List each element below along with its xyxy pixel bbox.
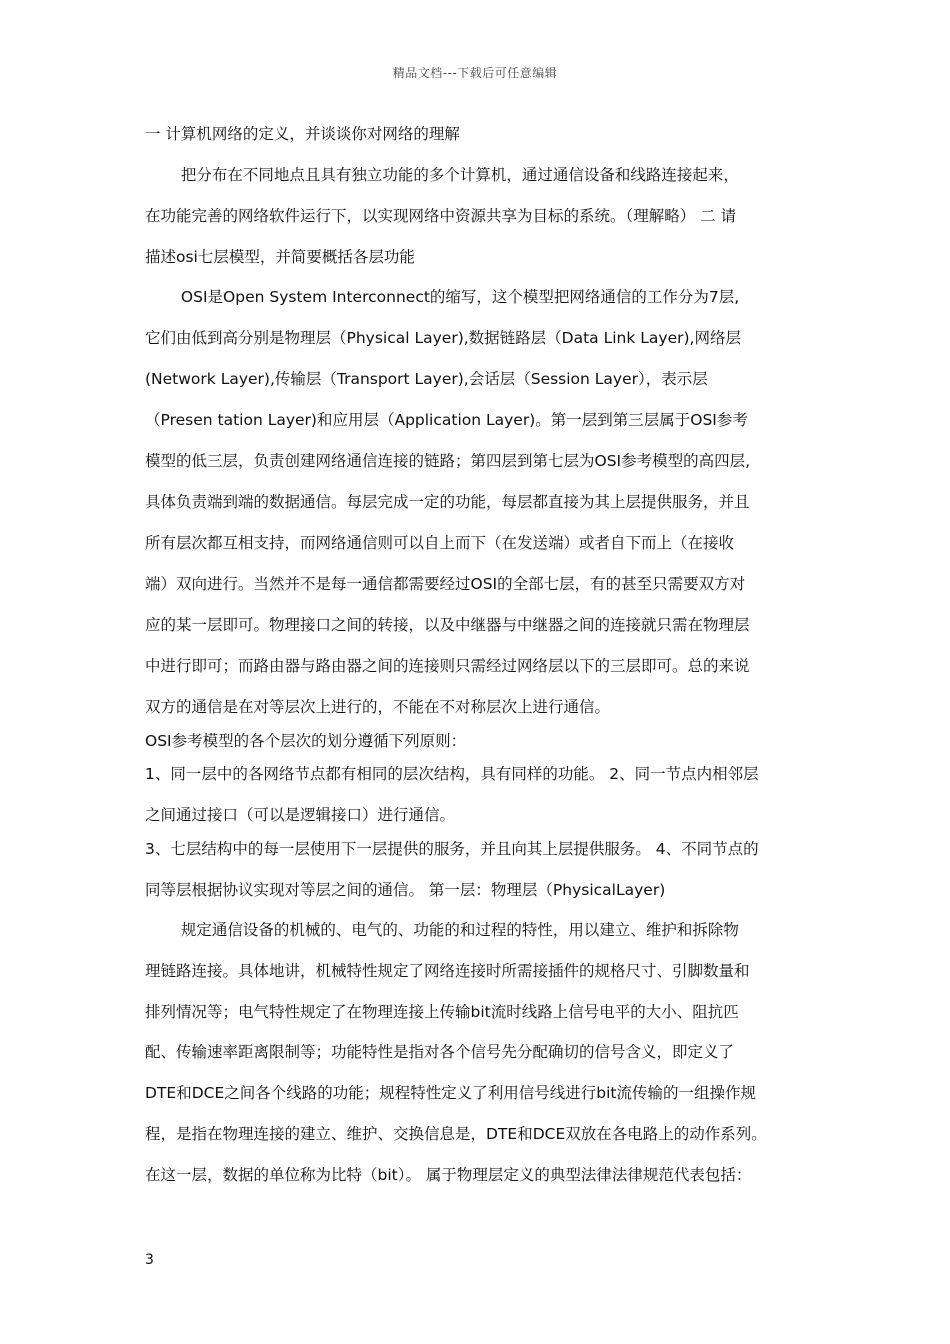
text-line: 应的某一层即可。物理接口之间的转接，以及中继器与中继器之间的连接就只需在物理层	[145, 616, 750, 634]
text-line: 程，是指在物理连接的建立、维护、交换信息是，DTE和DCE双放在各电路上的动作系列。	[145, 1125, 767, 1143]
text-line: 1、同一层中的各网络节点都有相同的层次结构，具有同样的功能。 2、同一节点内相邻层	[145, 765, 759, 783]
text-line: 双方的通信是在对等层次上进行的，不能在不对称层次上进行通信。	[145, 698, 611, 716]
text-line: 它们由低到高分别是物理层（Physical Layer),数据链路层（Data Link Layer),网络层	[145, 329, 741, 347]
text-line: 所有层次都互相支持，而网络通信则可以自上而下（在发送端）或者自下而上（在接收	[145, 534, 735, 552]
text-line: 在功能完善的网络软件运行下，以实现网络中资源共享为目标的系统。（理解略） 二 请	[145, 207, 737, 225]
text-line: 排列情况等；电气特性规定了在物理连接上传输bit流时线路上信号电平的大小、阻抗匹	[145, 1003, 739, 1021]
text-line: （Presen tation Layer)和应用层（Application Layer)。第一层到第三层属于OSI参考	[145, 411, 748, 429]
text-line: OSI是Open System Interconnect的缩写，这个模型把网络通信的工作分为7层,	[145, 288, 740, 306]
text-line: 中进行即可；而路由器与路由器之间的连接则只需经过网络层以下的三层即可。总的来说	[145, 657, 750, 675]
text-line: 描述osi七层模型，并简要概括各层功能	[145, 248, 415, 266]
text-line: (Network Layer),传输层（Transport Layer),会话层（Session Layer），表示层	[145, 370, 708, 388]
text-line: 之间通过接口（可以是逻辑接口）进行通信。	[145, 806, 456, 824]
text-line: DTE和DCE之间各个线路的功能；规程特性定义了利用信号线进行bit流传输的一组操作规	[145, 1084, 756, 1102]
page-number: 3	[145, 1252, 154, 1268]
text-line: 规定通信设备的机械的、电气的、功能的和过程的特性，用以建立、维护和拆除物	[145, 921, 739, 939]
text-line: OSI参考模型的各个层次的划分遵循下列原则：	[145, 732, 467, 750]
text-line: 在这一层，数据的单位称为比特（bit）。 属于物理层定义的典型法律法律规范代表包括：	[145, 1166, 752, 1184]
text-line: 理链路连接。具体地讲，机械特性规定了网络连接时所需接插件的规格尺寸、引脚数量和	[145, 962, 750, 980]
page-header: 精品文档---下载后可任意编辑	[392, 66, 558, 80]
text-line: 3、七层结构中的每一层使用下一层提供的服务，并且向其上层提供服务。 4、不同节点的	[145, 840, 759, 858]
text-line: 配、传输速率距离限制等；功能特性是指对各个信号先分配确切的信号含义，即定义了	[145, 1043, 735, 1061]
section-heading: 一 计算机网络的定义，并谈谈你对网络的理解	[145, 125, 460, 143]
text-line: 具体负责端到端的数据通信。每层完成一定的功能，每层都直接为其上层提供服务，并且	[145, 493, 750, 511]
text-line: 模型的低三层，负责创建网络通信连接的链路；第四层到第七层为OSI参考模型的高四层,	[145, 452, 751, 470]
text-line: 同等层根据协议实现对等层之间的通信。 第一层：物理层（PhysicalLayer)	[145, 881, 666, 899]
text-line: 把分布在不同地点且具有独立功能的多个计算机，通过通信设备和线路连接起来，	[145, 166, 739, 184]
text-line: 端）双向进行。当然并不是每一通信都需要经过OSI的全部七层，有的甚至只需要双方对	[145, 575, 746, 593]
